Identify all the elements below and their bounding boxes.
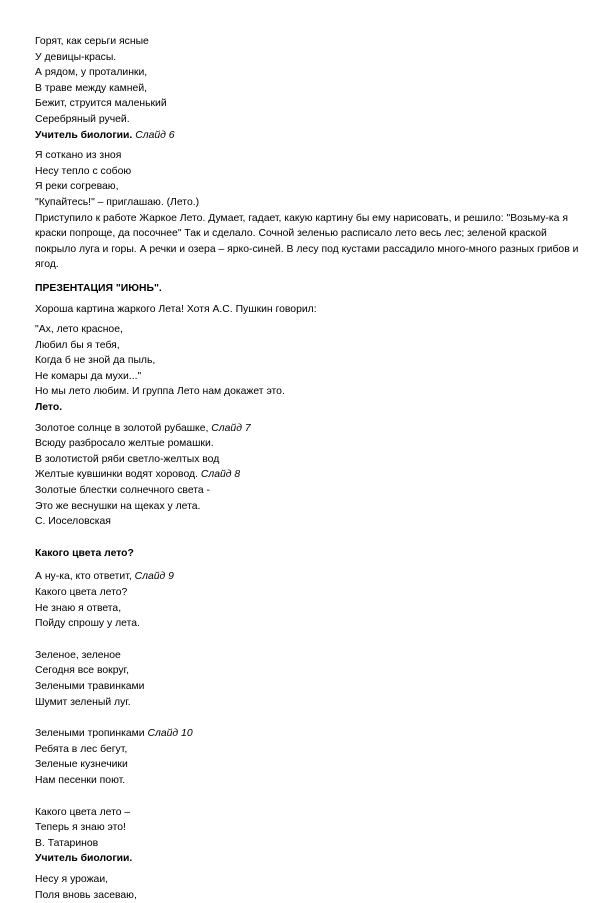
poem-line: А ну-ка, кто ответит, Слайд 9 [35, 569, 580, 585]
narrative-paragraph: Приступило к работе Жаркое Лето. Думает, гадает, какую картину бы ему нарисовать, и решило: "Возьму-ка я краски попроще, да посочнее" Так и сделало. Сочной зеленью расписало лето весь лес; зеленой краской покрыло луга и горы. А речки и озера – ярко-синей. В лесу под кустами рассадило много-много разных грибов и ягод. [35, 211, 580, 273]
poem-line: Я реки согреваю, [35, 179, 580, 195]
poem-line: Когда б не зной да пыль, [35, 353, 580, 369]
poem-line: Какого цвета лето – [35, 805, 580, 821]
poem-color-a [35, 569, 580, 631]
poem-line: Пойду спрошу у лета. [35, 616, 580, 632]
document-page [35, 34, 580, 903]
poem-line: Зелеными травинками [35, 679, 580, 695]
poem-line: Теперь я знаю это! [35, 820, 580, 836]
poem-color-d [35, 805, 580, 852]
poem-line: Зеленые кузнечики [35, 757, 580, 773]
poem-color-c [35, 726, 580, 788]
poem-line: Не комары да мухи..." [35, 369, 580, 385]
pushkin-quote [35, 322, 580, 384]
poem-line: Поля вновь засеваю, [35, 888, 580, 903]
poem-line: Несу я урожаи, [35, 872, 580, 888]
poem-line: Ребята в лес бегут, [35, 742, 580, 758]
section-heading: Какого цвета лето? [35, 546, 580, 562]
stanza-golden [35, 421, 580, 530]
poem-line: А рядом, у проталинки, [35, 65, 580, 81]
poem-line: Сегодня все вокруг, [35, 663, 580, 679]
slide-note: Слайд 8 [201, 469, 240, 480]
stanza-earrings [35, 34, 580, 128]
poem-line: Золотое солнце в золотой рубашке, Слайд 7 [35, 421, 580, 437]
poem-line: Я соткано из зноя [35, 148, 580, 164]
poem-line: Зеленое, зеленое [35, 648, 580, 664]
body-text: Но мы лето любим. И группа Лето нам докажет это. [35, 384, 580, 400]
poem-line: Шумит зеленый луг. [35, 695, 580, 711]
intro-text: Хороша картина жаркого Лета! Хотя А.С. Пушкин говорил: [35, 302, 580, 318]
poem-line: "Ах, лето красное, [35, 322, 580, 338]
slide-note: Слайд 6 [135, 130, 174, 141]
speaker-label: Учитель биологии. [35, 851, 580, 867]
poem-harvest [35, 872, 580, 903]
poem-line: Это же веснушки на щеках у лета. [35, 499, 580, 515]
poem-line: Бежит, струится маленький [35, 96, 580, 112]
poem-line: Всюду разбросало желтые ромашки. [35, 436, 580, 452]
poem-line: Не знаю я ответа, [35, 601, 580, 617]
poem-line: В золотистой ряби светло-желтых вод [35, 452, 580, 468]
poem-line: Золотые блестки солнечного света - [35, 483, 580, 499]
poem-line: Нам песенки поют. [35, 773, 580, 789]
poem-line: Серебряный ручей. [35, 112, 580, 128]
slide-note: Слайд 9 [135, 571, 174, 582]
poem-line: Несу тепло с собою [35, 164, 580, 180]
slide-note: Слайд 7 [211, 423, 250, 434]
poem-line: Зелеными тропинками Слайд 10 [35, 726, 580, 742]
poem-line: В траве между камней, [35, 81, 580, 97]
poem-line: Какого цвета лето? [35, 585, 580, 601]
poem-line: "Купайтесь!" – приглашаю. (Лето.) [35, 195, 580, 211]
speaker-label: Учитель биологии. [35, 130, 132, 141]
speaker-line [35, 128, 580, 144]
speaker-label: Лето. [35, 400, 580, 416]
section-heading: ПРЕЗЕНТАЦИЯ "ИЮНЬ". [35, 281, 580, 297]
poem-color-b [35, 648, 580, 710]
poem-author: В. Татаринов [35, 836, 580, 852]
poem-author: С. Иоселовская [35, 514, 580, 530]
poem-line: Желтые кувшинки водят хоровод. Слайд 8 [35, 467, 580, 483]
stanza-heat [35, 148, 580, 210]
poem-line: Любил бы я тебя, [35, 338, 580, 354]
poem-line: У девицы-красы. [35, 50, 580, 66]
poem-line: Горят, как серьги ясные [35, 34, 580, 50]
slide-note: Слайд 10 [147, 728, 192, 739]
